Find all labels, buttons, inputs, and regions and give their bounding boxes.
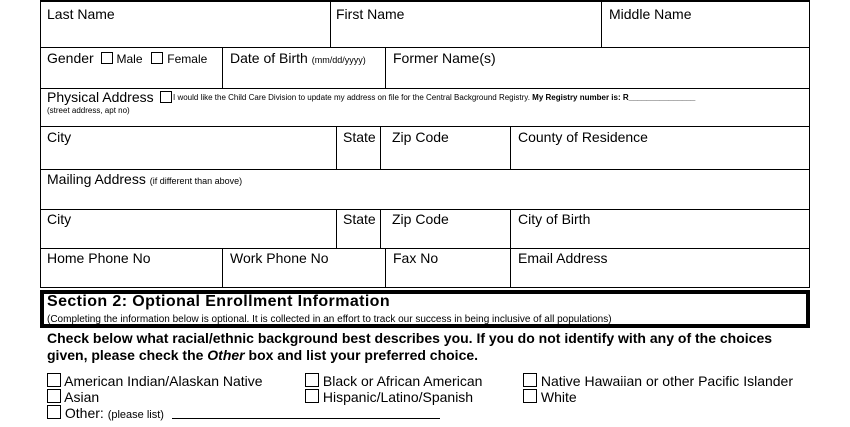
female-checkbox[interactable] (151, 52, 163, 64)
hawaiian-checkbox[interactable] (523, 373, 537, 387)
hispanic-label: Hispanic/Latino/Spanish (322, 389, 474, 405)
female-label: Female (167, 52, 208, 66)
option-black (305, 373, 482, 389)
american-indian-label: American Indian/Alaskan Native (64, 373, 263, 389)
col-divider (222, 47, 223, 88)
last-name-label: Last Name (47, 6, 115, 22)
instruction-2c: box and list your preferred choice. (244, 347, 479, 363)
option-hawaiian (523, 373, 793, 389)
section2-title: Section 2: Optional Enrollment Information (47, 293, 391, 310)
american-indian-checkbox[interactable] (47, 373, 61, 387)
col-divider (510, 248, 511, 288)
instruction-other: Other (207, 347, 245, 363)
section2-subtitle: (Completing the information below is optional. It is collected in an effort to track our success in being inclusive of all populations) (47, 314, 612, 325)
physical-address-text: Physical Address (47, 89, 154, 105)
mailing-city-label: City (47, 211, 72, 227)
city-label: City (47, 129, 72, 145)
asian-checkbox[interactable] (47, 389, 61, 403)
zip-label: Zip Code (392, 129, 449, 145)
registry-number-label: My Registry number is: R_______________ (532, 93, 696, 102)
first-name-field[interactable] (331, 22, 600, 46)
col-divider (380, 209, 381, 248)
instruction-line-2 (47, 347, 478, 363)
black-checkbox[interactable] (305, 373, 319, 387)
last-name-field[interactable] (41, 22, 329, 46)
col-divider (222, 248, 223, 288)
instruction-line-1: Check below what racial/ethnic background best describes you. If you do not identify with any of the choices (47, 330, 773, 346)
mailing-address-text: Mailing Address (47, 171, 146, 187)
dob-text: Date of Birth (230, 50, 308, 66)
option-asian (47, 389, 99, 405)
mailing-zip-label: Zip Code (392, 211, 449, 227)
former-names-label: Former Name(s) (393, 50, 496, 66)
first-name-label: First Name (336, 6, 405, 22)
option-other (47, 405, 164, 423)
col-divider (336, 209, 337, 248)
row-divider (40, 47, 810, 48)
gender-text: Gender (47, 50, 94, 66)
mailing-address-label (47, 171, 242, 189)
row-divider (40, 126, 810, 127)
other-input-line[interactable] (172, 418, 440, 419)
col-divider (510, 209, 511, 248)
option-hispanic (305, 389, 473, 405)
row-divider (40, 209, 810, 210)
col-divider (385, 47, 386, 88)
col-divider (510, 126, 511, 169)
dob-format: (mm/dd/yyyy) (311, 55, 366, 65)
male-checkbox[interactable] (101, 52, 113, 64)
mailing-note: (if different than above) (149, 176, 243, 186)
col-divider (385, 248, 386, 288)
city-of-birth-label: City of Birth (518, 211, 591, 227)
other-checkbox[interactable] (47, 405, 61, 419)
male-label: Male (116, 52, 143, 66)
update-address-note (173, 93, 695, 103)
county-label: County of Residence (518, 129, 648, 145)
white-label: White (540, 389, 577, 405)
middle-name-label: Middle Name (609, 6, 692, 22)
row-divider (40, 248, 810, 249)
dob-label (230, 50, 366, 68)
option-white (523, 389, 577, 405)
state-label: State (343, 129, 376, 145)
row-divider (40, 169, 810, 170)
option-american-indian (47, 373, 263, 389)
mailing-state-label: State (343, 211, 376, 227)
asian-label: Asian (64, 389, 100, 405)
update-address-checkbox[interactable] (160, 91, 172, 103)
email-label: Email Address (518, 250, 608, 266)
black-label: Black or African American (322, 373, 483, 389)
other-note: (please list) (107, 409, 164, 421)
white-checkbox[interactable] (523, 389, 537, 403)
home-phone-label: Home Phone No (47, 250, 151, 266)
instruction-2a: given, please check the (47, 347, 208, 363)
col-divider (380, 126, 381, 169)
col-divider (336, 126, 337, 169)
fax-label: Fax No (393, 250, 439, 266)
work-phone-label: Work Phone No (230, 250, 329, 266)
middle-name-field[interactable] (602, 22, 809, 46)
street-note: (street address, apt no) (47, 106, 130, 115)
hispanic-checkbox[interactable] (305, 389, 319, 403)
hawaiian-label: Native Hawaiian or other Pacific Islander (540, 373, 794, 389)
other-label: Other: (64, 405, 104, 421)
update-note-text: I would like the Child Care Division to update my address on file for the Central Background Registry. (173, 93, 530, 102)
gender-label (47, 50, 207, 67)
physical-address-label (47, 89, 172, 105)
